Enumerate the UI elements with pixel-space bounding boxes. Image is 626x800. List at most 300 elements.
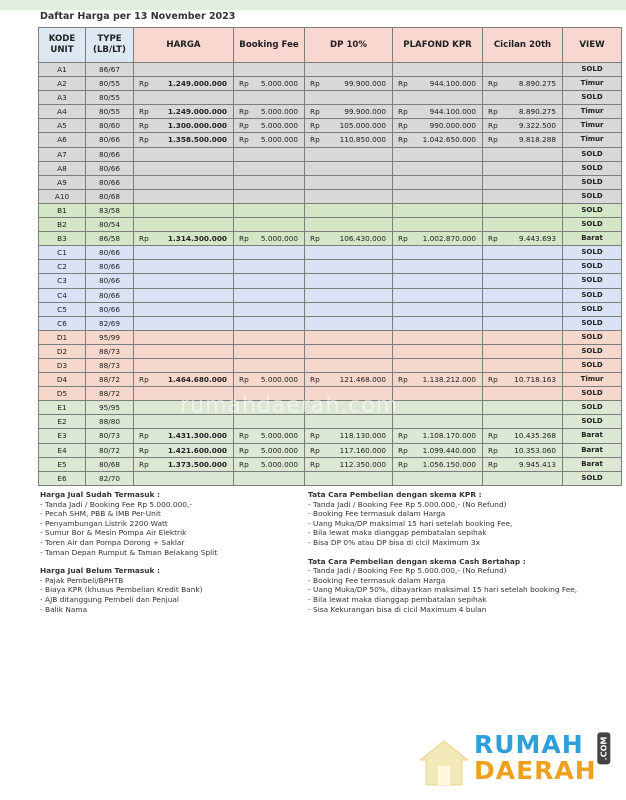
cell-booking-fee: 5.000.000 — [250, 133, 305, 147]
cell-dp — [320, 246, 393, 260]
cell-plafond-kpr-currency — [393, 288, 408, 302]
table-row — [39, 358, 622, 372]
cell-harga-currency — [134, 344, 152, 358]
cell-view: SOLD — [563, 316, 622, 330]
table-body — [39, 63, 622, 486]
notes-heading: Tata Cara Pembelian dengan skema Cash Bertahap : — [308, 556, 526, 566]
notes-list — [40, 500, 300, 558]
header-dp: DP 10% — [305, 28, 393, 63]
cell-cicilan-currency — [483, 246, 497, 260]
table-row — [39, 443, 622, 457]
cell-plafond-kpr — [408, 147, 483, 161]
cell-type: 88/72 — [86, 387, 134, 401]
cell-booking-fee-currency — [234, 288, 250, 302]
cell-dp — [320, 91, 393, 105]
cell-plafond-kpr-currency — [393, 218, 408, 232]
cell-harga-currency — [134, 161, 152, 175]
cell-view: Timur — [563, 373, 622, 387]
cell-cicilan-currency: Rp — [483, 133, 497, 147]
cell-cicilan-currency — [483, 358, 497, 372]
cell-harga-currency: Rp — [134, 119, 152, 133]
cell-cicilan — [497, 471, 563, 485]
cell-cicilan — [497, 401, 563, 415]
cell-cicilan — [497, 288, 563, 302]
cell-dp — [320, 288, 393, 302]
header-view: VIEW — [563, 28, 622, 63]
cell-dp-currency — [305, 147, 320, 161]
cell-cicilan-currency: Rp — [483, 105, 497, 119]
cell-harga-currency — [134, 330, 152, 344]
cell-dp-currency — [305, 63, 320, 77]
cell-plafond-kpr-currency — [393, 63, 408, 77]
cell-cicilan-currency: Rp — [483, 373, 497, 387]
cell-cicilan — [497, 203, 563, 217]
cell-dp — [320, 330, 393, 344]
cell-dp: 121.468.000 — [320, 373, 393, 387]
cell-booking-fee-currency — [234, 316, 250, 330]
cell-booking-fee-currency — [234, 218, 250, 232]
cell-booking-fee: 5.000.000 — [250, 429, 305, 443]
cell-dp-currency: Rp — [305, 429, 320, 443]
cell-booking-fee-currency — [234, 260, 250, 274]
cell-plafond-kpr — [408, 415, 483, 429]
cell-dp: 99.900.000 — [320, 105, 393, 119]
cell-booking-fee-currency: Rp — [234, 429, 250, 443]
cell-booking-fee — [250, 288, 305, 302]
cell-plafond-kpr-currency — [393, 161, 408, 175]
cell-cicilan-currency — [483, 260, 497, 274]
table-header-row — [39, 28, 622, 63]
cell-harga — [152, 246, 234, 260]
cell-view: SOLD — [563, 288, 622, 302]
cell-dp — [320, 203, 393, 217]
cell-dp-currency — [305, 302, 320, 316]
cell-cicilan-currency: Rp — [483, 457, 497, 471]
table-row — [39, 218, 622, 232]
cell-booking-fee-currency: Rp — [234, 457, 250, 471]
cell-harga — [152, 274, 234, 288]
table-row — [39, 457, 622, 471]
cell-cicilan-currency — [483, 330, 497, 344]
cell-view: SOLD — [563, 175, 622, 189]
cell-plafond-kpr: 1.042.650.000 — [408, 133, 483, 147]
cell-cicilan — [497, 161, 563, 175]
table-row — [39, 147, 622, 161]
cell-harga-currency — [134, 218, 152, 232]
cell-harga: 1.421.600.000 — [152, 443, 234, 457]
cell-kode-unit: A10 — [39, 189, 86, 203]
notes-list-item: - Bila lewat maka dianggap pembatalan sepihak — [308, 595, 608, 605]
cell-type: 80/72 — [86, 443, 134, 457]
cell-view: SOLD — [563, 63, 622, 77]
cell-plafond-kpr — [408, 358, 483, 372]
cell-dp-currency — [305, 344, 320, 358]
cell-kode-unit: A4 — [39, 105, 86, 119]
table-row — [39, 161, 622, 175]
cell-booking-fee — [250, 344, 305, 358]
cell-kode-unit: A1 — [39, 63, 86, 77]
cell-dp-currency — [305, 218, 320, 232]
notes-list-item: - Pajak Pembeli/BPHTB — [40, 576, 300, 586]
notes-list-item: - Bisa DP 0% atau DP bisa di cicil Maximum 3x — [308, 538, 608, 548]
cell-harga — [152, 161, 234, 175]
cell-type: 88/73 — [86, 358, 134, 372]
cell-type: 83/58 — [86, 203, 134, 217]
cell-plafond-kpr-currency: Rp — [393, 119, 408, 133]
cell-harga-currency — [134, 415, 152, 429]
cell-cicilan — [497, 246, 563, 260]
cell-plafond-kpr — [408, 161, 483, 175]
cell-booking-fee — [250, 302, 305, 316]
cell-plafond-kpr-currency — [393, 175, 408, 189]
cell-dp — [320, 63, 393, 77]
logo-line-rumah: RUMAH — [474, 730, 584, 759]
cell-dp-currency — [305, 161, 320, 175]
table-row — [39, 274, 622, 288]
cell-harga: 1.249.000.000 — [152, 77, 234, 91]
cell-plafond-kpr-currency — [393, 189, 408, 203]
cell-cicilan-currency — [483, 274, 497, 288]
table-row — [39, 260, 622, 274]
cell-plafond-kpr — [408, 91, 483, 105]
cell-dp-currency: Rp — [305, 77, 320, 91]
cell-booking-fee: 5.000.000 — [250, 443, 305, 457]
notes-list-item: - Uang Muka/DP maksimal 15 hari setelah booking Fee, — [308, 519, 608, 529]
cell-kode-unit: D3 — [39, 358, 86, 372]
cell-cicilan-currency: Rp — [483, 429, 497, 443]
notes-list-item: - Taman Depan Rumput & Taman Belakang Split — [40, 548, 300, 558]
cell-booking-fee-currency — [234, 175, 250, 189]
cell-harga-currency: Rp — [134, 232, 152, 246]
notes-list — [308, 500, 608, 548]
cell-harga-currency: Rp — [134, 133, 152, 147]
cell-type: 80/68 — [86, 457, 134, 471]
cell-harga-currency: Rp — [134, 105, 152, 119]
notes-list-item: - Booking Fee termasuk dalam Harga — [308, 576, 608, 586]
notes-heading: Harga Jual Belum Termasuk : — [40, 566, 160, 576]
cell-kode-unit: A7 — [39, 147, 86, 161]
table-row — [39, 471, 622, 485]
cell-view: SOLD — [563, 330, 622, 344]
cell-plafond-kpr — [408, 387, 483, 401]
cell-booking-fee — [250, 316, 305, 330]
cell-cicilan-currency: Rp — [483, 232, 497, 246]
notes-list-item: - Tanda Jadi / Booking Fee Rp 5.000.000,- (No Refund) — [308, 500, 608, 510]
cell-cicilan-currency — [483, 344, 497, 358]
cell-dp-currency — [305, 471, 320, 485]
cell-booking-fee-currency — [234, 358, 250, 372]
cell-booking-fee: 5.000.000 — [250, 119, 305, 133]
cell-view: SOLD — [563, 147, 622, 161]
cell-view: Barat — [563, 429, 622, 443]
cell-booking-fee-currency: Rp — [234, 133, 250, 147]
cell-booking-fee-currency — [234, 274, 250, 288]
cell-booking-fee-currency: Rp — [234, 119, 250, 133]
logo-line-daerah: DAERAH — [474, 756, 597, 785]
cell-plafond-kpr — [408, 189, 483, 203]
cell-plafond-kpr — [408, 218, 483, 232]
cell-harga-currency: Rp — [134, 443, 152, 457]
notes-list — [40, 576, 300, 614]
cell-harga-currency — [134, 471, 152, 485]
cell-cicilan — [497, 302, 563, 316]
cell-type: 80/66 — [86, 246, 134, 260]
cell-kode-unit: A5 — [39, 119, 86, 133]
cell-booking-fee — [250, 218, 305, 232]
cell-dp-currency — [305, 189, 320, 203]
cell-view: SOLD — [563, 218, 622, 232]
cell-dp: 112.350.000 — [320, 457, 393, 471]
cell-plafond-kpr-currency: Rp — [393, 232, 408, 246]
cell-view: Timur — [563, 77, 622, 91]
header-kode-unit: KODE UNIT — [39, 28, 86, 63]
cell-dp — [320, 260, 393, 274]
cell-view: SOLD — [563, 161, 622, 175]
cell-plafond-kpr: 990.000.000 — [408, 119, 483, 133]
cell-plafond-kpr — [408, 330, 483, 344]
cell-plafond-kpr — [408, 260, 483, 274]
cell-harga-currency — [134, 147, 152, 161]
cell-dp-currency: Rp — [305, 232, 320, 246]
cell-kode-unit: E2 — [39, 415, 86, 429]
cell-cicilan-currency — [483, 316, 497, 330]
notes-list-item: - Tanda Jadi / Booking Fee Rp 5.000.000,- — [40, 500, 300, 510]
header-plafond-kpr: PLAFOND KPR — [393, 28, 483, 63]
table-row — [39, 330, 622, 344]
cell-booking-fee-currency: Rp — [234, 232, 250, 246]
cell-dp — [320, 471, 393, 485]
cell-booking-fee-currency — [234, 147, 250, 161]
cell-harga-currency — [134, 91, 152, 105]
cell-booking-fee: 5.000.000 — [250, 373, 305, 387]
cell-plafond-kpr-currency — [393, 260, 408, 274]
cell-kode-unit: E3 — [39, 429, 86, 443]
table-row — [39, 373, 622, 387]
cell-cicilan: 9.443.693 — [497, 232, 563, 246]
cell-plafond-kpr-currency: Rp — [393, 457, 408, 471]
cell-booking-fee-currency: Rp — [234, 443, 250, 457]
cell-harga — [152, 344, 234, 358]
cell-dp-currency: Rp — [305, 105, 320, 119]
cell-plafond-kpr — [408, 203, 483, 217]
header-harga: HARGA — [134, 28, 234, 63]
cell-harga: 1.358.500.000 — [152, 133, 234, 147]
cell-plafond-kpr — [408, 175, 483, 189]
cell-booking-fee-currency — [234, 246, 250, 260]
cell-plafond-kpr: 1.099.440.000 — [408, 443, 483, 457]
cell-cicilan-currency — [483, 175, 497, 189]
cell-plafond-kpr-currency: Rp — [393, 443, 408, 457]
cell-harga: 1.314.300.000 — [152, 232, 234, 246]
cell-harga — [152, 189, 234, 203]
cell-cicilan — [497, 218, 563, 232]
cell-dp-currency — [305, 91, 320, 105]
cell-kode-unit: A3 — [39, 91, 86, 105]
cell-dp-currency: Rp — [305, 457, 320, 471]
cell-plafond-kpr-currency — [393, 316, 408, 330]
cell-booking-fee-currency — [234, 203, 250, 217]
cell-plafond-kpr — [408, 471, 483, 485]
cell-plafond-kpr — [408, 401, 483, 415]
cell-harga-currency — [134, 316, 152, 330]
cell-cicilan-currency — [483, 471, 497, 485]
logo-com-suffix: .COM — [597, 733, 610, 765]
cell-dp-currency — [305, 316, 320, 330]
cell-cicilan — [497, 330, 563, 344]
cell-kode-unit: B1 — [39, 203, 86, 217]
cell-kode-unit: A8 — [39, 161, 86, 175]
notes-list-item: - Booking Fee termasuk dalam Harga — [308, 509, 608, 519]
cell-harga — [152, 358, 234, 372]
house-logo-icon — [418, 738, 470, 788]
cell-plafond-kpr-currency — [393, 344, 408, 358]
table-row — [39, 246, 622, 260]
notes-list-item: - Toren Air dan Pompa Dorong + Saklar — [40, 538, 300, 548]
cell-booking-fee — [250, 330, 305, 344]
table-row — [39, 429, 622, 443]
notes-left-column — [40, 490, 300, 614]
cell-harga-currency — [134, 387, 152, 401]
cell-plafond-kpr: 1.108.170.000 — [408, 429, 483, 443]
table-row — [39, 232, 622, 246]
cell-dp-currency — [305, 358, 320, 372]
cell-type: 80/60 — [86, 119, 134, 133]
cell-plafond-kpr — [408, 302, 483, 316]
cell-type: 80/66 — [86, 133, 134, 147]
cell-cicilan — [497, 415, 563, 429]
table-row — [39, 302, 622, 316]
cell-kode-unit: E6 — [39, 471, 86, 485]
cell-harga — [152, 302, 234, 316]
cell-plafond-kpr-currency: Rp — [393, 429, 408, 443]
notes-right-column — [308, 490, 608, 614]
cell-dp-currency — [305, 330, 320, 344]
notes-list-item: - Penyambungan Listrik 2200 Watt — [40, 519, 300, 529]
cell-kode-unit: A9 — [39, 175, 86, 189]
cell-cicilan-currency — [483, 401, 497, 415]
cell-booking-fee — [250, 91, 305, 105]
cell-cicilan — [497, 175, 563, 189]
cell-cicilan-currency — [483, 302, 497, 316]
notes-list-item: - AJB ditanggung Pembeli dan Penjual — [40, 595, 300, 605]
cell-dp — [320, 316, 393, 330]
cell-cicilan: 9.818.288 — [497, 133, 563, 147]
cell-booking-fee: 5.000.000 — [250, 77, 305, 91]
cell-view: SOLD — [563, 203, 622, 217]
price-list-title: Daftar Harga per 13 November 2023 — [40, 11, 236, 22]
cell-harga — [152, 330, 234, 344]
cell-dp: 106.430.000 — [320, 232, 393, 246]
cell-cicilan-currency — [483, 203, 497, 217]
notes-list-item: - Biaya KPR (khusus Pembelian Kredit Bank) — [40, 585, 300, 595]
cell-harga: 1.431.300.000 — [152, 429, 234, 443]
cell-dp-currency — [305, 274, 320, 288]
header-cicilan: Cicilan 20th — [483, 28, 563, 63]
cell-plafond-kpr: 1.002.870.000 — [408, 232, 483, 246]
cell-type: 80/66 — [86, 175, 134, 189]
cell-booking-fee-currency — [234, 471, 250, 485]
cell-plafond-kpr — [408, 288, 483, 302]
cell-booking-fee-currency — [234, 161, 250, 175]
header-type: TYPE (LB/LT) — [86, 28, 134, 63]
header-booking-fee: Booking Fee — [234, 28, 305, 63]
cell-booking-fee-currency — [234, 344, 250, 358]
cell-plafond-kpr — [408, 344, 483, 358]
cell-harga-currency — [134, 260, 152, 274]
cell-kode-unit: D1 — [39, 330, 86, 344]
cell-view: SOLD — [563, 358, 622, 372]
cell-dp-currency: Rp — [305, 133, 320, 147]
notes-heading: Harga Jual Sudah Termasuk : — [40, 490, 160, 499]
cell-type: 80/66 — [86, 302, 134, 316]
cell-kode-unit: D5 — [39, 387, 86, 401]
cell-cicilan — [497, 63, 563, 77]
cell-type: 80/55 — [86, 77, 134, 91]
cell-plafond-kpr-currency — [393, 203, 408, 217]
table-row — [39, 133, 622, 147]
cell-cicilan-currency — [483, 161, 497, 175]
cell-dp — [320, 358, 393, 372]
cell-booking-fee — [250, 471, 305, 485]
cell-dp: 110.850.000 — [320, 133, 393, 147]
cell-kode-unit: C4 — [39, 288, 86, 302]
table-row — [39, 77, 622, 91]
cell-dp: 105.000.000 — [320, 119, 393, 133]
cell-harga-currency — [134, 175, 152, 189]
cell-dp — [320, 302, 393, 316]
cell-cicilan — [497, 260, 563, 274]
cell-plafond-kpr — [408, 246, 483, 260]
cell-harga-currency — [134, 274, 152, 288]
notes-list-item: - Uang Muka/DP 50%, dibayarkan maksimal 15 hari setelah booking Fee, — [308, 585, 608, 595]
cell-cicilan-currency — [483, 288, 497, 302]
cell-harga — [152, 63, 234, 77]
cell-cicilan — [497, 189, 563, 203]
cell-harga — [152, 471, 234, 485]
cell-cicilan-currency: Rp — [483, 77, 497, 91]
cell-booking-fee-currency — [234, 302, 250, 316]
cell-type: 80/66 — [86, 274, 134, 288]
cell-booking-fee — [250, 260, 305, 274]
cell-dp-currency: Rp — [305, 119, 320, 133]
cell-view: SOLD — [563, 302, 622, 316]
cell-harga — [152, 218, 234, 232]
cell-harga: 1.464.680.000 — [152, 373, 234, 387]
cell-booking-fee: 5.000.000 — [250, 232, 305, 246]
cell-cicilan-currency: Rp — [483, 119, 497, 133]
cell-booking-fee — [250, 274, 305, 288]
table-row — [39, 63, 622, 77]
cell-plafond-kpr-currency — [393, 147, 408, 161]
cell-kode-unit: E1 — [39, 401, 86, 415]
cell-cicilan: 9.322.500 — [497, 119, 563, 133]
cell-plafond-kpr: 1.056.150.000 — [408, 457, 483, 471]
cell-harga: 1.300.000.000 — [152, 119, 234, 133]
cell-plafond-kpr-currency: Rp — [393, 133, 408, 147]
cell-cicilan-currency — [483, 415, 497, 429]
cell-view: SOLD — [563, 387, 622, 401]
cell-cicilan — [497, 274, 563, 288]
cell-booking-fee — [250, 189, 305, 203]
cell-cicilan: 10.718.163 — [497, 373, 563, 387]
cell-cicilan-currency — [483, 387, 497, 401]
cell-plafond-kpr-currency — [393, 91, 408, 105]
cell-view: Timur — [563, 105, 622, 119]
cell-kode-unit: A6 — [39, 133, 86, 147]
cell-type: 80/66 — [86, 161, 134, 175]
cell-dp-currency: Rp — [305, 443, 320, 457]
cell-cicilan-currency — [483, 218, 497, 232]
